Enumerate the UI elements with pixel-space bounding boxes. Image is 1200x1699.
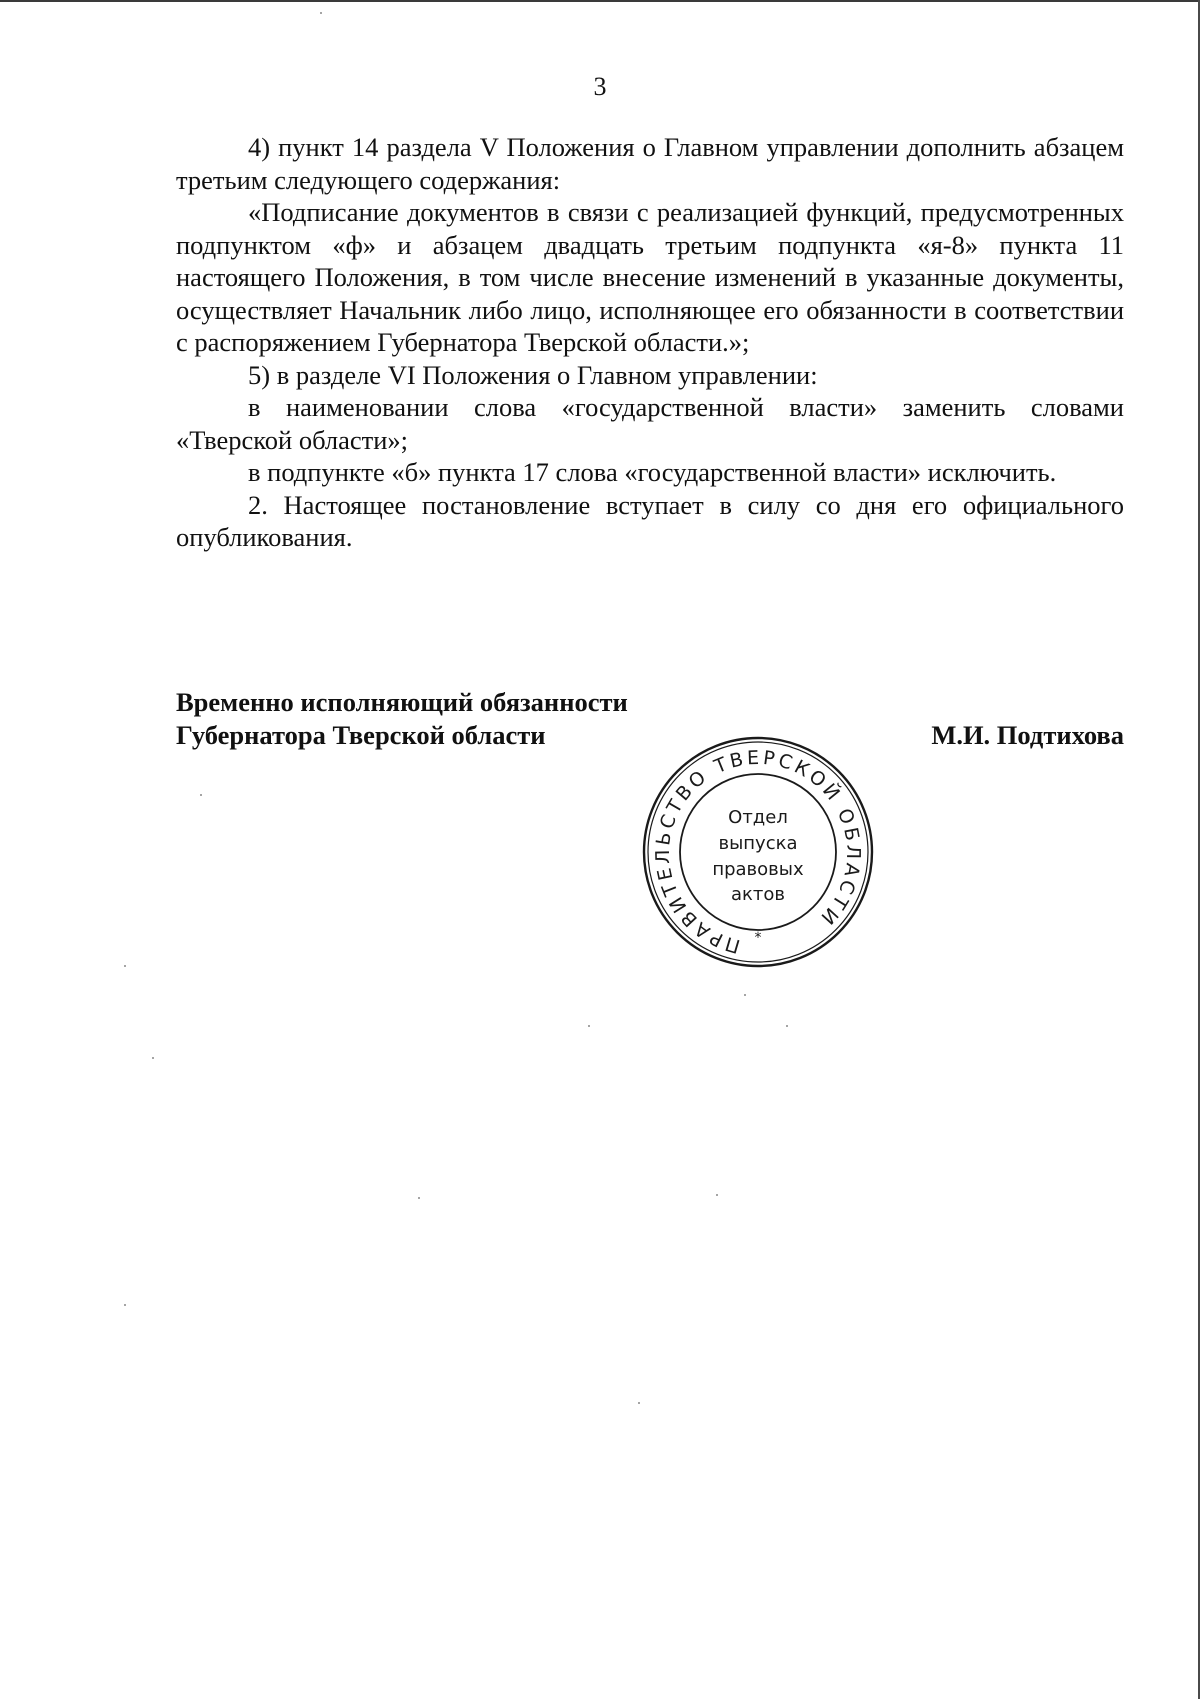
paragraph-item-4: 4) пункт 14 раздела V Положения о Главном управлении дополнить абзацем третьим следующего содержания:	[176, 132, 1124, 195]
scan-speck	[716, 1194, 718, 1196]
scan-speck	[124, 965, 126, 967]
scan-speck	[418, 1197, 420, 1199]
official-stamp	[640, 736, 876, 968]
paragraph-item-5: 5) в разделе VI Положения о Главном управлении:	[248, 359, 818, 390]
stamp-center-line-4: актов	[730, 884, 786, 905]
document-body	[176, 131, 1124, 554]
paragraph-quoted-text: «Подписание документов в связи с реализацией функций, предусмотренных подпунктом «ф» и абзацем двадцать третьим подпункта «я-8» пункта 11 настоящего Положения, в том числе внесение изменений в указанные документы, осуществляет Начальник либо лицо, исполняющее его обязанности в соответствии с распоряжением Губернатора Тверской области.»;	[176, 197, 1124, 357]
stamp-center-line-1: Отдел	[728, 807, 788, 828]
scan-speck	[744, 994, 746, 996]
scan-speck	[124, 1304, 126, 1306]
paragraph-effective-date: 2. Настоящее постановление вступает в силу со дня его официального опубликования.	[176, 489, 1124, 552]
stamp-center-line-3: правовых	[712, 859, 804, 880]
page-number: 3	[593, 72, 607, 101]
paragraph-naming-change: в наименовании слова «государственной власти» заменить словами «Тверской области»;	[176, 392, 1124, 455]
stamp-star: *	[754, 930, 762, 946]
scan-speck	[588, 1025, 590, 1027]
scan-speck	[786, 1025, 788, 1027]
stamp-seal-icon	[640, 736, 876, 968]
signatory-position-line1: Временно исполняющий обязанности	[176, 687, 628, 717]
signatory-name: М.И. Подтихова	[931, 719, 1124, 750]
paragraph-subpoint-change: в подпункте «б» пункта 17 слова «государственной власти» исключить.	[248, 457, 1057, 487]
stamp-ring-text: ПРАВИТЕЛЬСТВО ТВЕРСКОЙ ОБЛАСТИ	[651, 746, 865, 958]
scan-speck	[152, 1057, 154, 1059]
scan-speck	[200, 794, 202, 796]
stamp-center-line-2: выпуска	[718, 833, 798, 854]
scan-speck	[638, 1402, 640, 1404]
signatory-position-line2: Губернатора Тверской области	[176, 719, 546, 750]
page-top-edge	[0, 0, 1200, 2]
scan-speck	[320, 12, 322, 14]
